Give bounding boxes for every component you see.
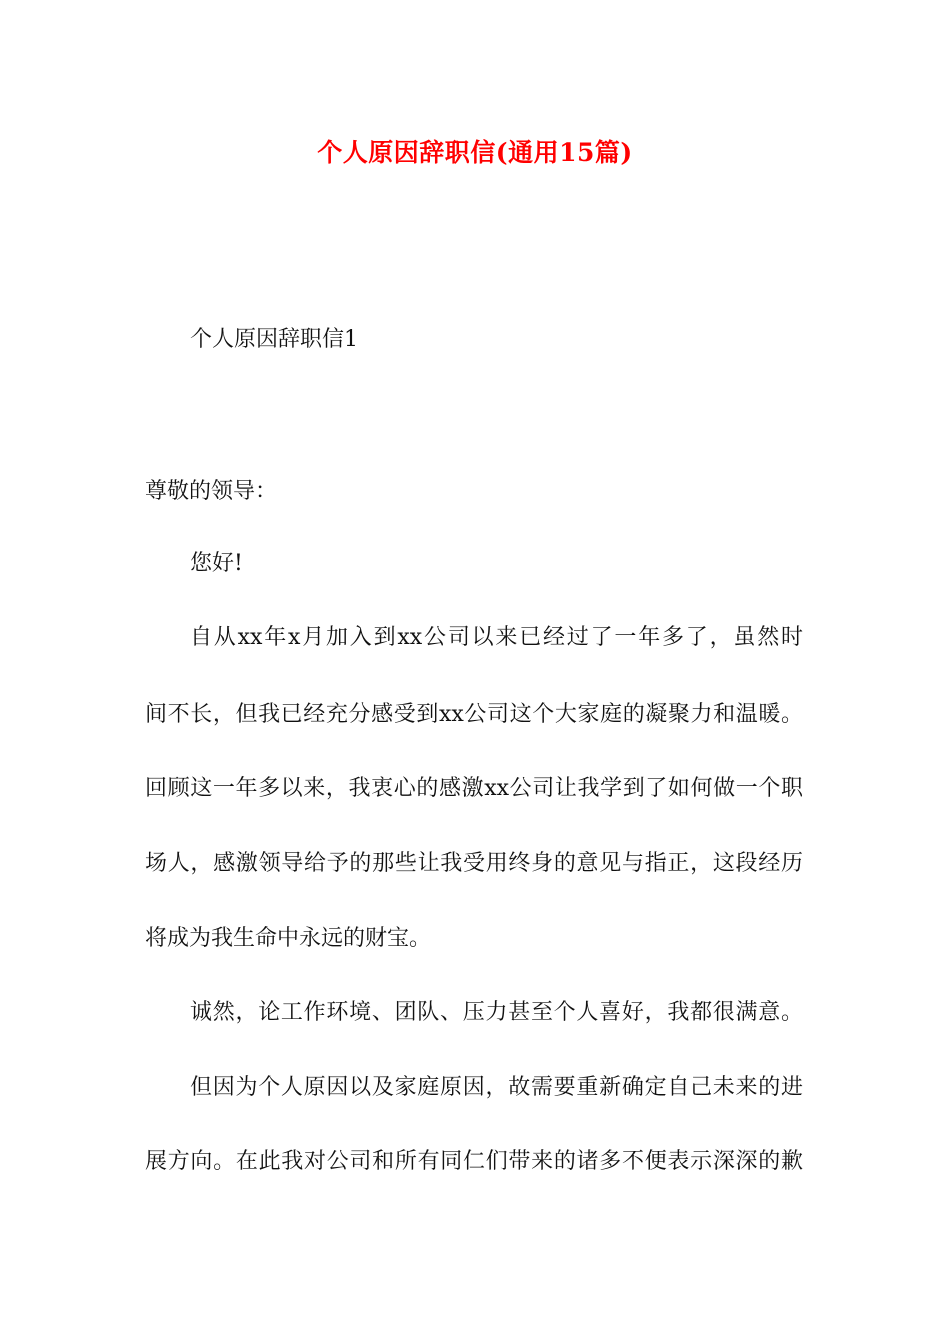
paragraph-line: 展方向。在此我对公司和所有同仁们带来的诸多不便表示深深的歉 [145, 1149, 803, 1174]
paragraph-line: 间不长，但我已经充分感受到xx公司这个大家庭的凝聚力和温暖。 [145, 702, 803, 727]
paragraph-line: 但因为个人原因以及家庭原因，故需要重新确定自己未来的进 [190, 1075, 803, 1100]
paragraph-line: 回顾这一年多以来，我衷心的感激xx公司让我学到了如何做一个职 [145, 776, 803, 801]
paragraph-line: 场人，感激领导给予的那些让我受用终身的意见与指正，这段经历 [145, 851, 803, 876]
section-heading: 个人原因辞职信1 [190, 327, 358, 352]
paragraph-line: 自从xx年x月加入到xx公司以来已经过了一年多了，虽然时 [190, 625, 803, 650]
paragraph-line: 诚然，论工作环境、团队、压力甚至个人喜好，我都很满意。 [190, 1000, 803, 1025]
document-title: 个人原因辞职信(通用15篇) [317, 138, 633, 167]
salutation: 尊敬的领导： [145, 479, 278, 504]
greeting: 您好! [190, 551, 243, 576]
paragraph-line: 将成为我生命中永远的财宝。 [145, 926, 432, 951]
